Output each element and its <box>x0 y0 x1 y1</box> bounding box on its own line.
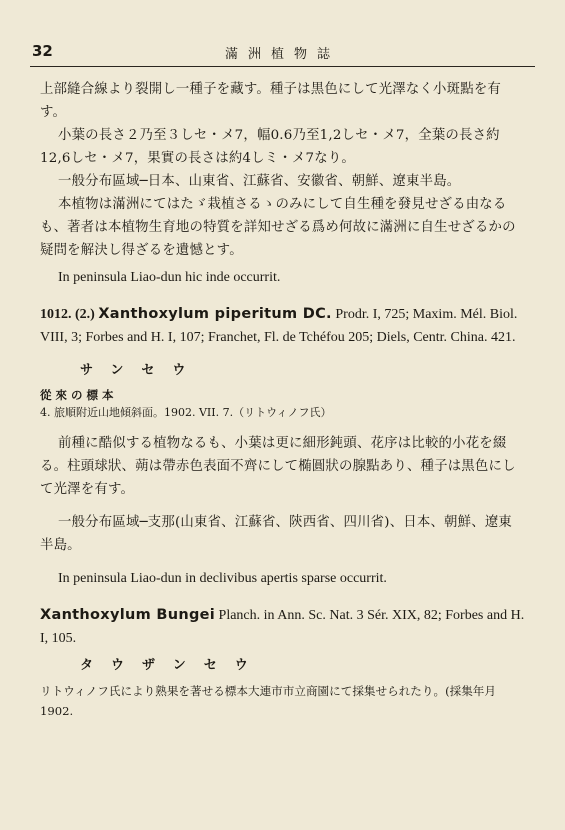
paragraph-latin-occurrence: In peninsula Liao-dun hic inde occurrit. <box>58 270 281 285</box>
species-description: 前種に酷似する植物なるも、小葉は更に細形鈍頭、花序は比較的小花を綴る。柱頭球狀、蒴は帶赤色表面不齊にして椭圓狀の腺點あり、種子は黒色にして光澤を有す。 <box>40 436 516 497</box>
page-header <box>30 40 535 64</box>
species-name-bungei: Xanthoxylum Bungei <box>40 607 216 623</box>
species-distribution: 一般分布區域─支那(山東省、江蘇省、陝西省、四川省)、日本、朝鮮、遼東半島。 <box>40 515 513 553</box>
specimen-heading: 從來の標本 <box>40 388 118 402</box>
species-citation: Prodr. I, 725; Maxim. Mél. Biol. VIII, 3; Forbes and H. I, 107; Franchet, Fl. de Tchéfou 205; Diels, Centr. China. 421. <box>40 307 518 345</box>
species-name: Xanthoxylum piperitum DC. <box>98 306 332 322</box>
species-entry-piperitum <box>40 303 525 349</box>
page-number: 32 <box>32 42 53 60</box>
header-rule <box>30 66 535 67</box>
species-citation-bungei: Planch. in Ann. Sc. Nat. 3 Sér. XIX, 82; Forbes and H. I, 105. <box>40 608 525 646</box>
specimen-note-bungei: リトウィノフ氏により熟果を著せる標本大連市市立商園にて採集せられたり。(採集年月 1902. <box>40 684 496 718</box>
running-head: 滿洲植物誌 <box>224 47 340 62</box>
specimen-record: 4. 旅順附近山地傾斜面。1902. VII. 7.（リトウィノフ氏） <box>40 406 332 419</box>
species-entry-bungei <box>40 604 525 650</box>
paragraph-seed-description: 上部縫合線より裂開し一種子を藏す。種子は黒色にして光澤なく小斑點を有す。 <box>40 82 502 120</box>
page-body <box>40 78 525 721</box>
paragraph-cultivation-note: 本植物は滿洲にてはたゞ栽植さるゝのみにして自生種を發見せざる由なるも、著者は本植物生育地の特質を詳知せざる爲め何故に滿洲に自生せざるかの疑問を解決し得ざるを遺憾とす。 <box>40 197 516 258</box>
japanese-name: サンセウ <box>80 363 204 378</box>
japanese-name-bungei: タウザンセウ <box>80 658 266 673</box>
paragraph-dimensions: 小葉の長さ２乃至３しセ・メ7，幅0.6乃至1,2しセ・メ7，全葉の長さ約12,6しセ・メ7，果實の長さは約4しミ・メ7なり。 <box>40 128 500 166</box>
paragraph-distribution: 一般分布區域─日本、山東省、江蘇省、安徽省、朝鮮、遼東半島。 <box>58 174 461 189</box>
species-latin-note: In peninsula Liao-dun in declivibus apertis sparse occurrit. <box>58 571 387 586</box>
species-number: 1012. (2.) <box>40 307 95 322</box>
